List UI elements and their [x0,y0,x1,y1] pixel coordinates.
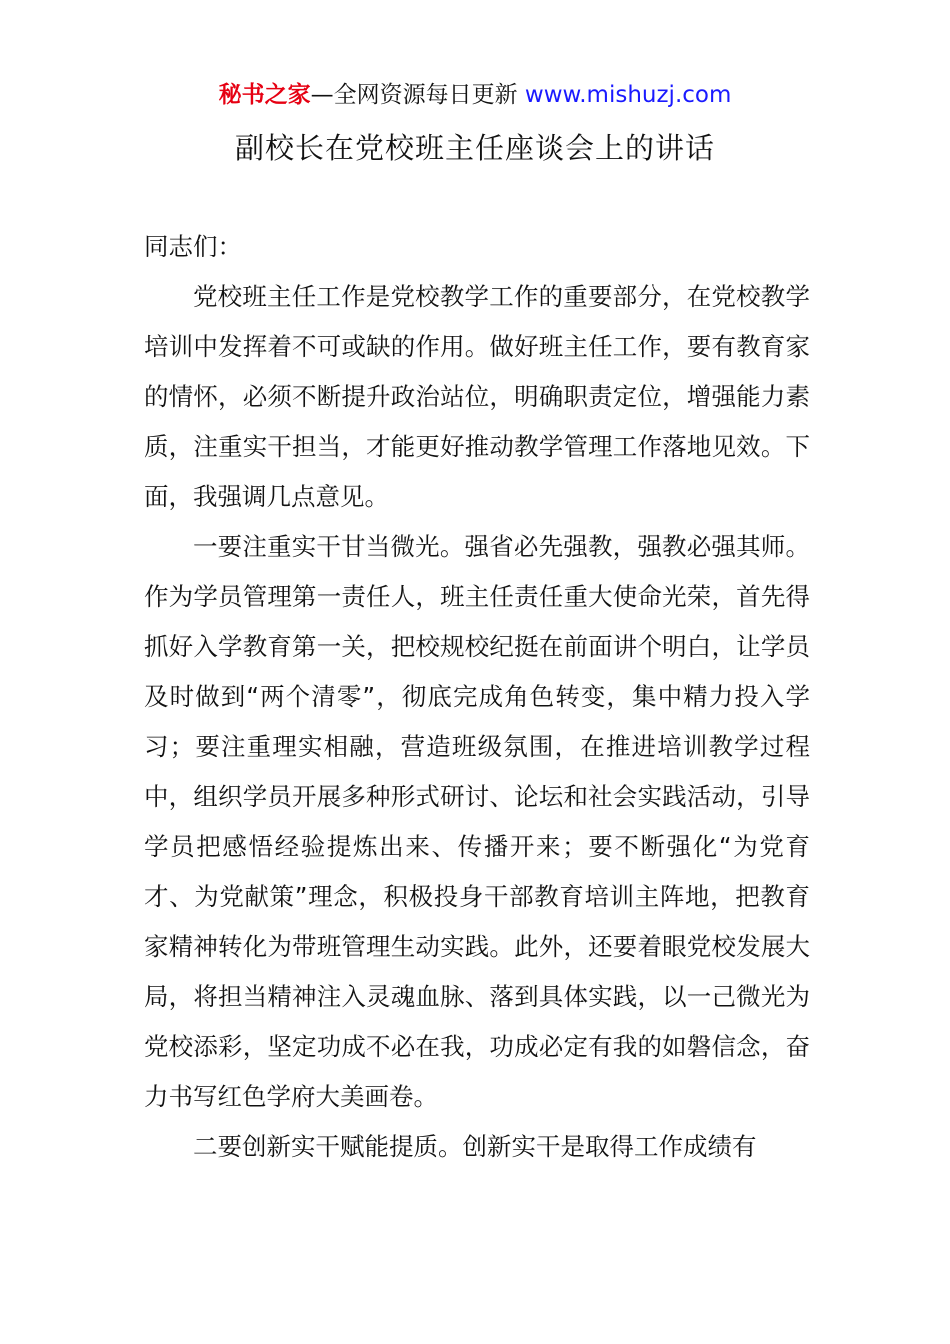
paragraph-point-one: 一要注重实干甘当微光。强省必先强教，强教必强其师。作为学员管理第一责任人，班主任责任重大使命光荣，首先得抓好入学教育第一关，把校规校纪挺在前面讲个明白，让学员及时做到“两个清零”，彻底完成角色转变，集中精力投入学习；要注重理实相融，营造班级氛围，在推进培训教学过程中，组织学员开展多种形式研讨、论坛和社会实践活动，引导学员把感悟经验提炼出来、传播开来；要不断强化“为党育才、为党献策”理念，积极投身干部教育培训主阵地，把教育家精神转化为带班管理生动实践。此外，还要着眼党校发展大局，将担当精神注入灵魂血脉、落到具体实践，以一己微光为党校添彩，坚定功成不必在我，功成必定有我的如磐信念，奋力书写红色学府大美画卷。 [144,532,810,1111]
site-url-link[interactable]: www.mishuzj.com [524,82,732,108]
document-title: 副校长在党校班主任座谈会上的讲话 [234,131,715,165]
paragraph-intro: 党校班主任工作是党校教学工作的重要部分，在党校教学培训中发挥着不可或缺的作用。做好班主任工作，要有教育家的情怀，必须不断提升政治站位，明确职责定位，增强能力素质，注重实干担当，才能更好推动教学管理工作落地见效。下面，我强调几点意见。 [144,282,810,511]
site-header [0,78,950,112]
paragraph-point-two: 二要创新实干赋能提质。创新实干是取得工作成绩有 [193,1132,757,1161]
salutation: 同志们： [144,232,242,261]
brand-name: 秘书之家 [218,82,311,108]
header-tagline: —全网资源每日更新 [310,82,525,108]
document-body [144,222,810,1172]
